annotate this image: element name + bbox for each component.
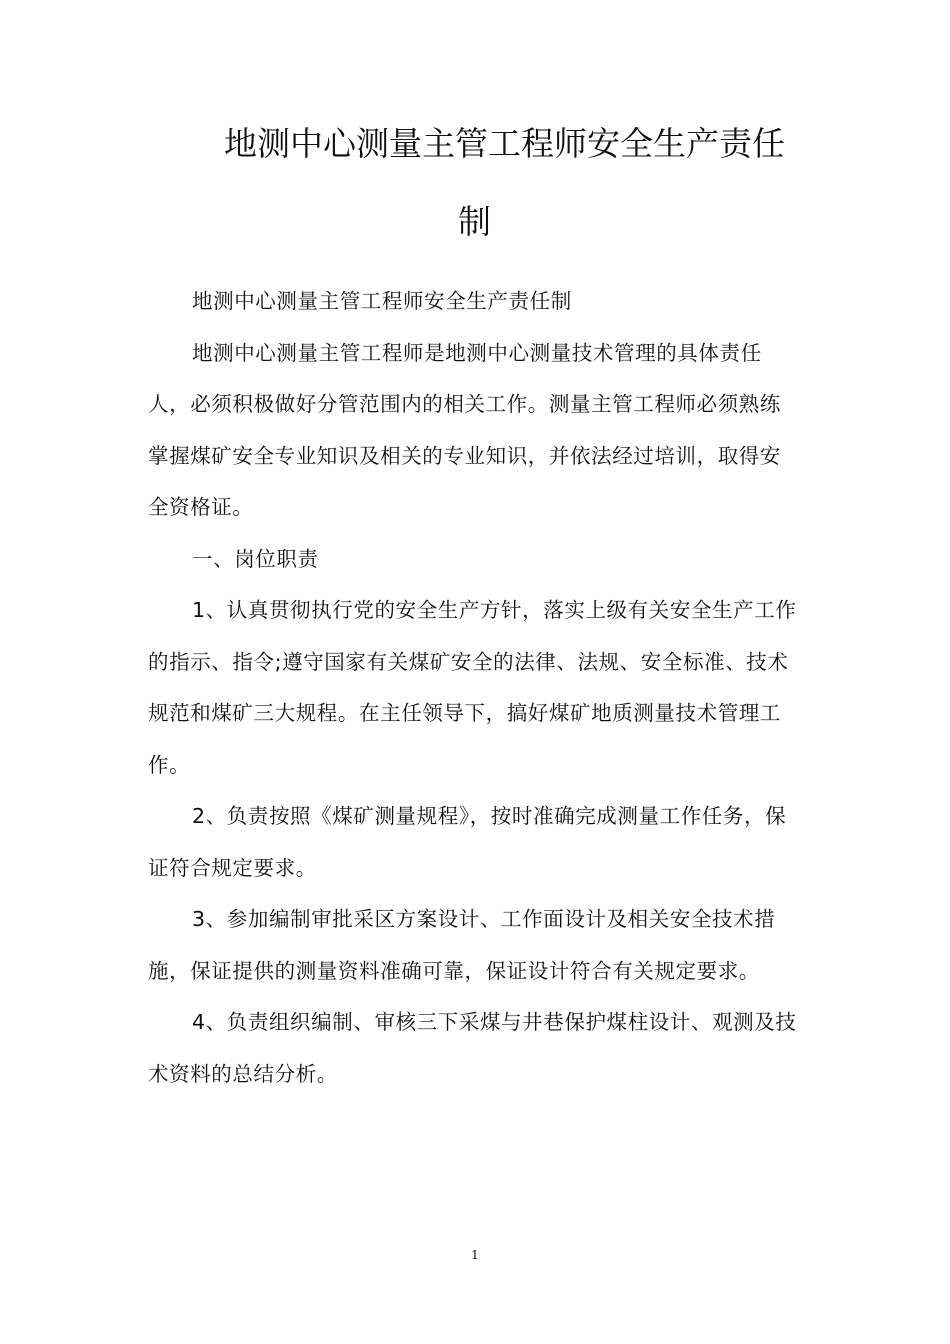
document-body bbox=[148, 276, 802, 1100]
paragraph-item-3: 3、参加编制审批采区方案设计、工作面设计及相关安全技术措施，保证提供的测量资料准确可靠，保证设计符合有关规定要求。 bbox=[148, 907, 776, 983]
document-title-line-1: 地测中心测量主管工程师安全生产责任 bbox=[224, 124, 785, 163]
paragraph-item-4: 4、负责组织编制、审核三下采煤与井巷保护煤柱设计、观测及技术资料的总结分析。 bbox=[148, 1010, 797, 1086]
paragraph-subtitle: 地测中心测量主管工程师安全生产责任制 bbox=[192, 289, 572, 313]
page-number: 1 bbox=[471, 1248, 479, 1262]
paragraph-item-2: 2、负责按照《煤矿测量规程》，按时准确完成测量工作任务，保证符合规定要求。 bbox=[148, 804, 787, 880]
document-title-line-2: 制 bbox=[458, 202, 491, 241]
paragraph-item-1: 1、认真贯彻执行党的安全生产方针，落实上级有关安全生产工作的指示、指令;遵守国家有关煤矿安全的法律、法规、安全标准、技术规范和煤矿三大规程。在主任领导下，搞好煤矿地质测量技术管理工作。 bbox=[148, 598, 797, 777]
paragraph-intro: 地测中心测量主管工程师是地测中心测量技术管理的具体责任人，必须积极做好分管范围内的相关工作。测量主管工程师必须熟练掌握煤矿安全专业知识及相关的专业知识，并依法经过培训，取得安全资格证。 bbox=[148, 340, 781, 519]
section-heading-duties: 一、岗位职责 bbox=[192, 546, 319, 571]
